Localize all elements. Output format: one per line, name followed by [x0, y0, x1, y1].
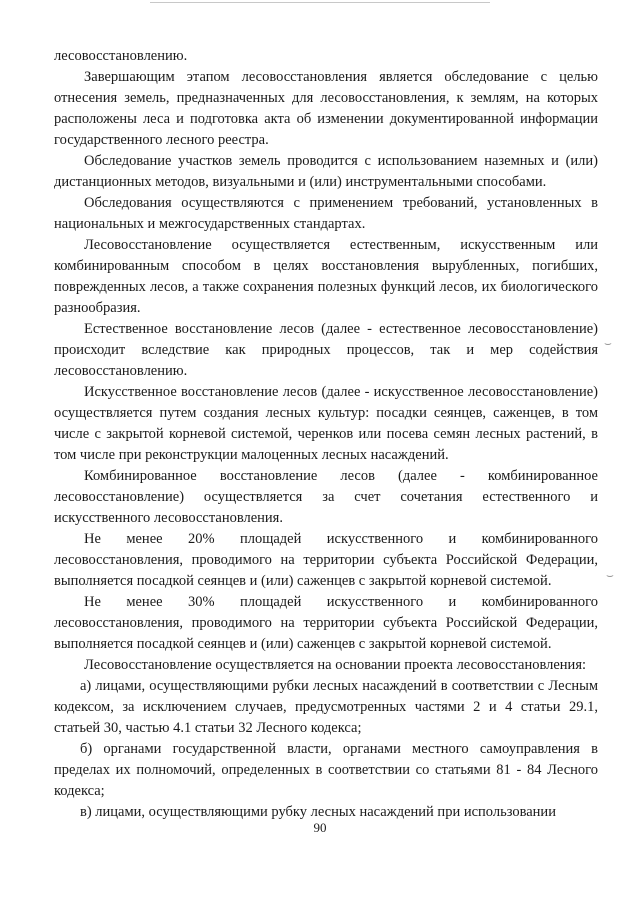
margin-scan-mark: ⌣	[606, 568, 614, 582]
paragraph-5: Лесовосстановление осуществляется естественным, искусственным или комбинированным способом в целях восстановления вырубленных, погибших, поврежденных лесов, а также сохранения полезных функций лесов, их биологического разнообразия.	[54, 237, 598, 316]
paragraph-9: Не менее 20% площадей искусственного и комбинированного лесовосстановления, проводимого на территории субъекта Российской Федерации, выполняется посадкой сеянцев и (или) саженцев с закрытой корневой системой.	[54, 531, 598, 589]
paragraph-8: Комбинированное восстановление лесов (далее - комбинированное лесовосстановление) осуществляется за счет сочетания естественного и искусственного лесовосстановления.	[54, 468, 598, 526]
paragraph-4: Обследования осуществляются с применением требований, установленных в национальных и межгосударственных стандартах.	[54, 195, 598, 232]
paragraph-13: б) органами государственной власти, органами местного самоуправления в пределах их полномочий, определенных в соответствии со статьями 81 - 84 Лесного кодекса;	[54, 741, 598, 799]
margin-scan-mark: ⌣	[604, 336, 612, 350]
paragraph-7: Искусственное восстановление лесов (далее - искусственное лесовосстановление) осуществляется путем создания лесных культур: посадки сеянцев, саженцев, в том числе с закрытой корневой системой, черенков или посева семян лесных растений, в том числе при реконструкции малоценных лесных насаждений.	[54, 384, 598, 463]
paragraph-2: Завершающим этапом лесовосстановления является обследование с целью отнесения земель, предназначенных для лесовосстановления, к землям, на которых расположены леса и подготовка акта об изменении документированной информации государственного лесного реестра.	[54, 69, 598, 148]
paragraph-12: а) лицами, осуществляющими рубки лесных насаждений в соответствии с Лесным кодексом, за исключением случаев, предусмотренных частями 2 и 4 статьи 29.1, статьей 30, частью 4.1 статьи 32 Лесного кодекса;	[54, 678, 598, 736]
paragraph-10: Не менее 30% площадей искусственного и комбинированного лесовосстановления, проводимого на территории субъекта Российской Федерации, выполняется посадкой сеянцев и (или) саженцев с закрытой корневой системой.	[54, 594, 598, 652]
page-number: 90	[313, 820, 327, 835]
paragraph-11: Лесовосстановление осуществляется на основании проекта лесовосстановления:	[84, 657, 587, 673]
document-body	[54, 46, 598, 823]
paragraph-6: Естественное восстановление лесов (далее - естественное лесовосстановление) происходит вследствие как природных процессов, так и мер содействия лесовосстановлению.	[54, 321, 598, 379]
top-rule	[150, 2, 490, 3]
paragraph-1: лесовосстановлению.	[54, 48, 188, 64]
paragraph-3: Обследование участков земель проводится с использованием наземных и (или) дистанционных методов, визуальными и (или) инструментальными способами.	[54, 153, 598, 190]
paragraph-14: в) лицами, осуществляющими рубку лесных насаждений при использовании	[80, 804, 556, 820]
